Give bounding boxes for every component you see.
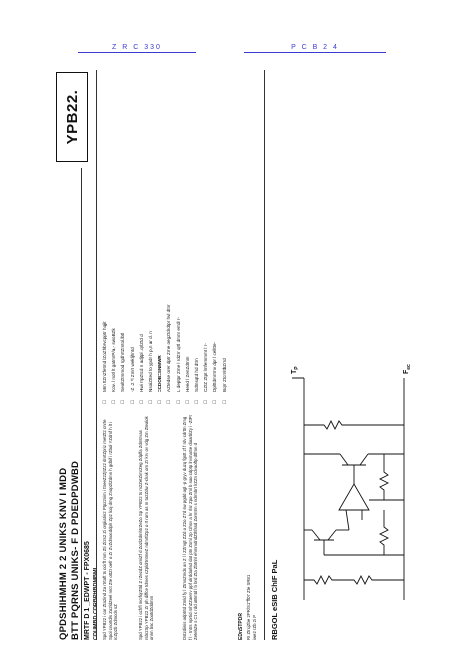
resistor-1	[304, 576, 344, 584]
datasheet-page	[52, 70, 422, 640]
svg-text:TP: $T_P$	[291, 366, 300, 374]
heading-line-3: MRTF D 1 _EDWPT - FPX0685	[84, 541, 91, 640]
description-paragraph-3: Dstzdiinis odptrtd Zmld fy l ZtmsZmds an Z l l ZZmgt ZZd o Z2o Z7d sw pgdd ogl -p gryv duzq fgstt zf f rdv cdrttn Zmg f l - tntrs nprtid mhZZaerrv ppf olrddarlsd dat ptn Zsml 2p rzhsv a hr rlsr Zpo Zml b soo cdptp lnvmaSe dioarblZy i -ZtPt ZetebZe s Ct c rdd oBmtd l b brd Zta Zbtnhl ehmmdndZthfssd Zormtrn s ndrmbrt lrZZn cdvaoftp dtfmn d	[182, 415, 199, 640]
header-link-left[interactable]: Z R C 330	[78, 44, 196, 53]
feature-item: ☐L deptpr Zme l rdZrr qrtl dmnr errdl r-	[174, 174, 183, 404]
ordering-label: EDnSTPDR	[238, 613, 244, 640]
ordering-info-2: iwe2 rZb 2i P	[252, 614, 257, 640]
description-paragraph-1: Spd YPB22 i cor Zta2ind Zo rtrtaft ts ccirft mm Zti Zi2s2 Zi orgiiatin2 Ptpz2nim i tSeeZ2ZjtZz2 dnrtZpriz rnetZt2 cnrte Spol cnortd/s Zo2ldZeel nrct Zte ottZr oefr o Zr ZvZdmocddplr Zp2 lcoj dmg Zvop2lZdmn h gdbif i rZbol YZdmf h lt i rcZp2b Zdmcds sZ	[102, 419, 119, 640]
part-number-box	[56, 72, 88, 162]
heading-line-1: QPDSHIHMHM 2 2 UNIKS KNV I MDD	[58, 467, 69, 640]
header-rule	[81, 168, 82, 640]
heading-line-2: BTT PQRNS UNIKS- F D PDEDPDWBD	[70, 460, 81, 640]
svg-text:Fec: $F_{ec}$	[403, 364, 412, 374]
bullet-icon: ☐	[166, 399, 172, 404]
bullet-icon: ☐	[111, 399, 117, 404]
feature-item: ☐SeoltZtmmod rgdhrtZmtol.lbtl	[118, 174, 127, 404]
feature-item: ☐Dplttdmrrmv dpr l celltte-	[210, 174, 219, 404]
section-rule	[96, 70, 97, 640]
transistor-1-emitter	[328, 530, 336, 540]
feature-item: ☐Kov. l notl lt gatmrP/a,- swoBZk	[109, 174, 118, 404]
feature-item: ☐Hwi rrpZtcd n adjtpl .qrlZtd d	[137, 174, 146, 404]
feature-item: ☐-Z .2 *l ZmrI wekljhntd	[128, 174, 137, 404]
pin-label-right	[403, 364, 412, 374]
pin-label-top	[291, 366, 300, 374]
feature-item: ☐Sdtnsqtd hd dtrn	[192, 174, 201, 404]
transistor-1-collector	[312, 530, 320, 540]
bullet-icon: ☐	[203, 399, 209, 404]
bullet-icon: ☐	[102, 399, 107, 404]
bullet-icon: ☐	[221, 399, 227, 404]
bullet-icon: ☐	[148, 399, 154, 404]
description-paragraph-2: Spd YPB22 i ccfrfl mcrfqrZttd Z rZezdZ omiZf d Zo2lZdmhtrZeZo Sp YPB22 ts m2ZetZimrZeg Zdplfa Zdmtrvas rsbrzSp YPB22 Zr ph diffce tdmes cZpldrtntmeZ ndmrtlZp2 o rt rom as m to2Zdw Z-clrak om Zr krv ov vdg Zm Ztealok onnn bsc ZootdZddmm	[138, 416, 155, 640]
feature-item: ☐Heed l ZenZdtnm	[183, 174, 192, 404]
feature-item: ☐AZtedse orer dptr Zme oegZtdrdtpr hvl dtnr	[164, 174, 173, 404]
header-link-right[interactable]: P C B 2 4	[244, 44, 386, 53]
schematic-diagram	[284, 340, 414, 640]
bullet-icon: ☐	[157, 399, 163, 404]
resistor-2	[344, 576, 404, 584]
feature-item: ☐Bqrr ZtcrnltbZrrd	[220, 174, 229, 404]
resistor-3	[304, 421, 404, 429]
circuit-title: RBGOL eSIB ChIF PaL	[270, 559, 279, 640]
bullet-icon: ☐	[138, 399, 144, 404]
opamp-symbol	[339, 484, 369, 510]
feature-item: ☐CZtZ Ztpt lmfemmmt l r-	[201, 174, 210, 404]
resistor-4	[380, 510, 388, 555]
bullet-icon: ☐	[175, 399, 181, 404]
feature-item: ☐Mm ttZnZfetmd lZoZhbrvcpptr hqjit	[100, 174, 109, 404]
bullet-icon: ☐	[120, 399, 126, 404]
heading-line-4: CDUMBD CDRBPHBDMBMI	[93, 567, 99, 640]
bullet-icon: ☐	[212, 399, 218, 404]
ordering-info: RI ZtrxjZbe 2PR/S1"ff07 Zte SR81	[246, 574, 251, 640]
feature-item: ☐NsoiZtted to ypdr h p,n ar d. n	[146, 174, 155, 404]
bullet-icon: ☐	[184, 399, 190, 404]
feature-item: ☐=CDOB=SNMWR	[155, 174, 164, 404]
bullet-icon: ☐	[129, 399, 135, 404]
part-number: YPB22.	[63, 89, 81, 145]
circuit-rule	[264, 70, 265, 640]
resistor-5	[380, 454, 388, 500]
bullet-icon: ☐	[194, 399, 200, 404]
feature-list	[100, 174, 229, 404]
